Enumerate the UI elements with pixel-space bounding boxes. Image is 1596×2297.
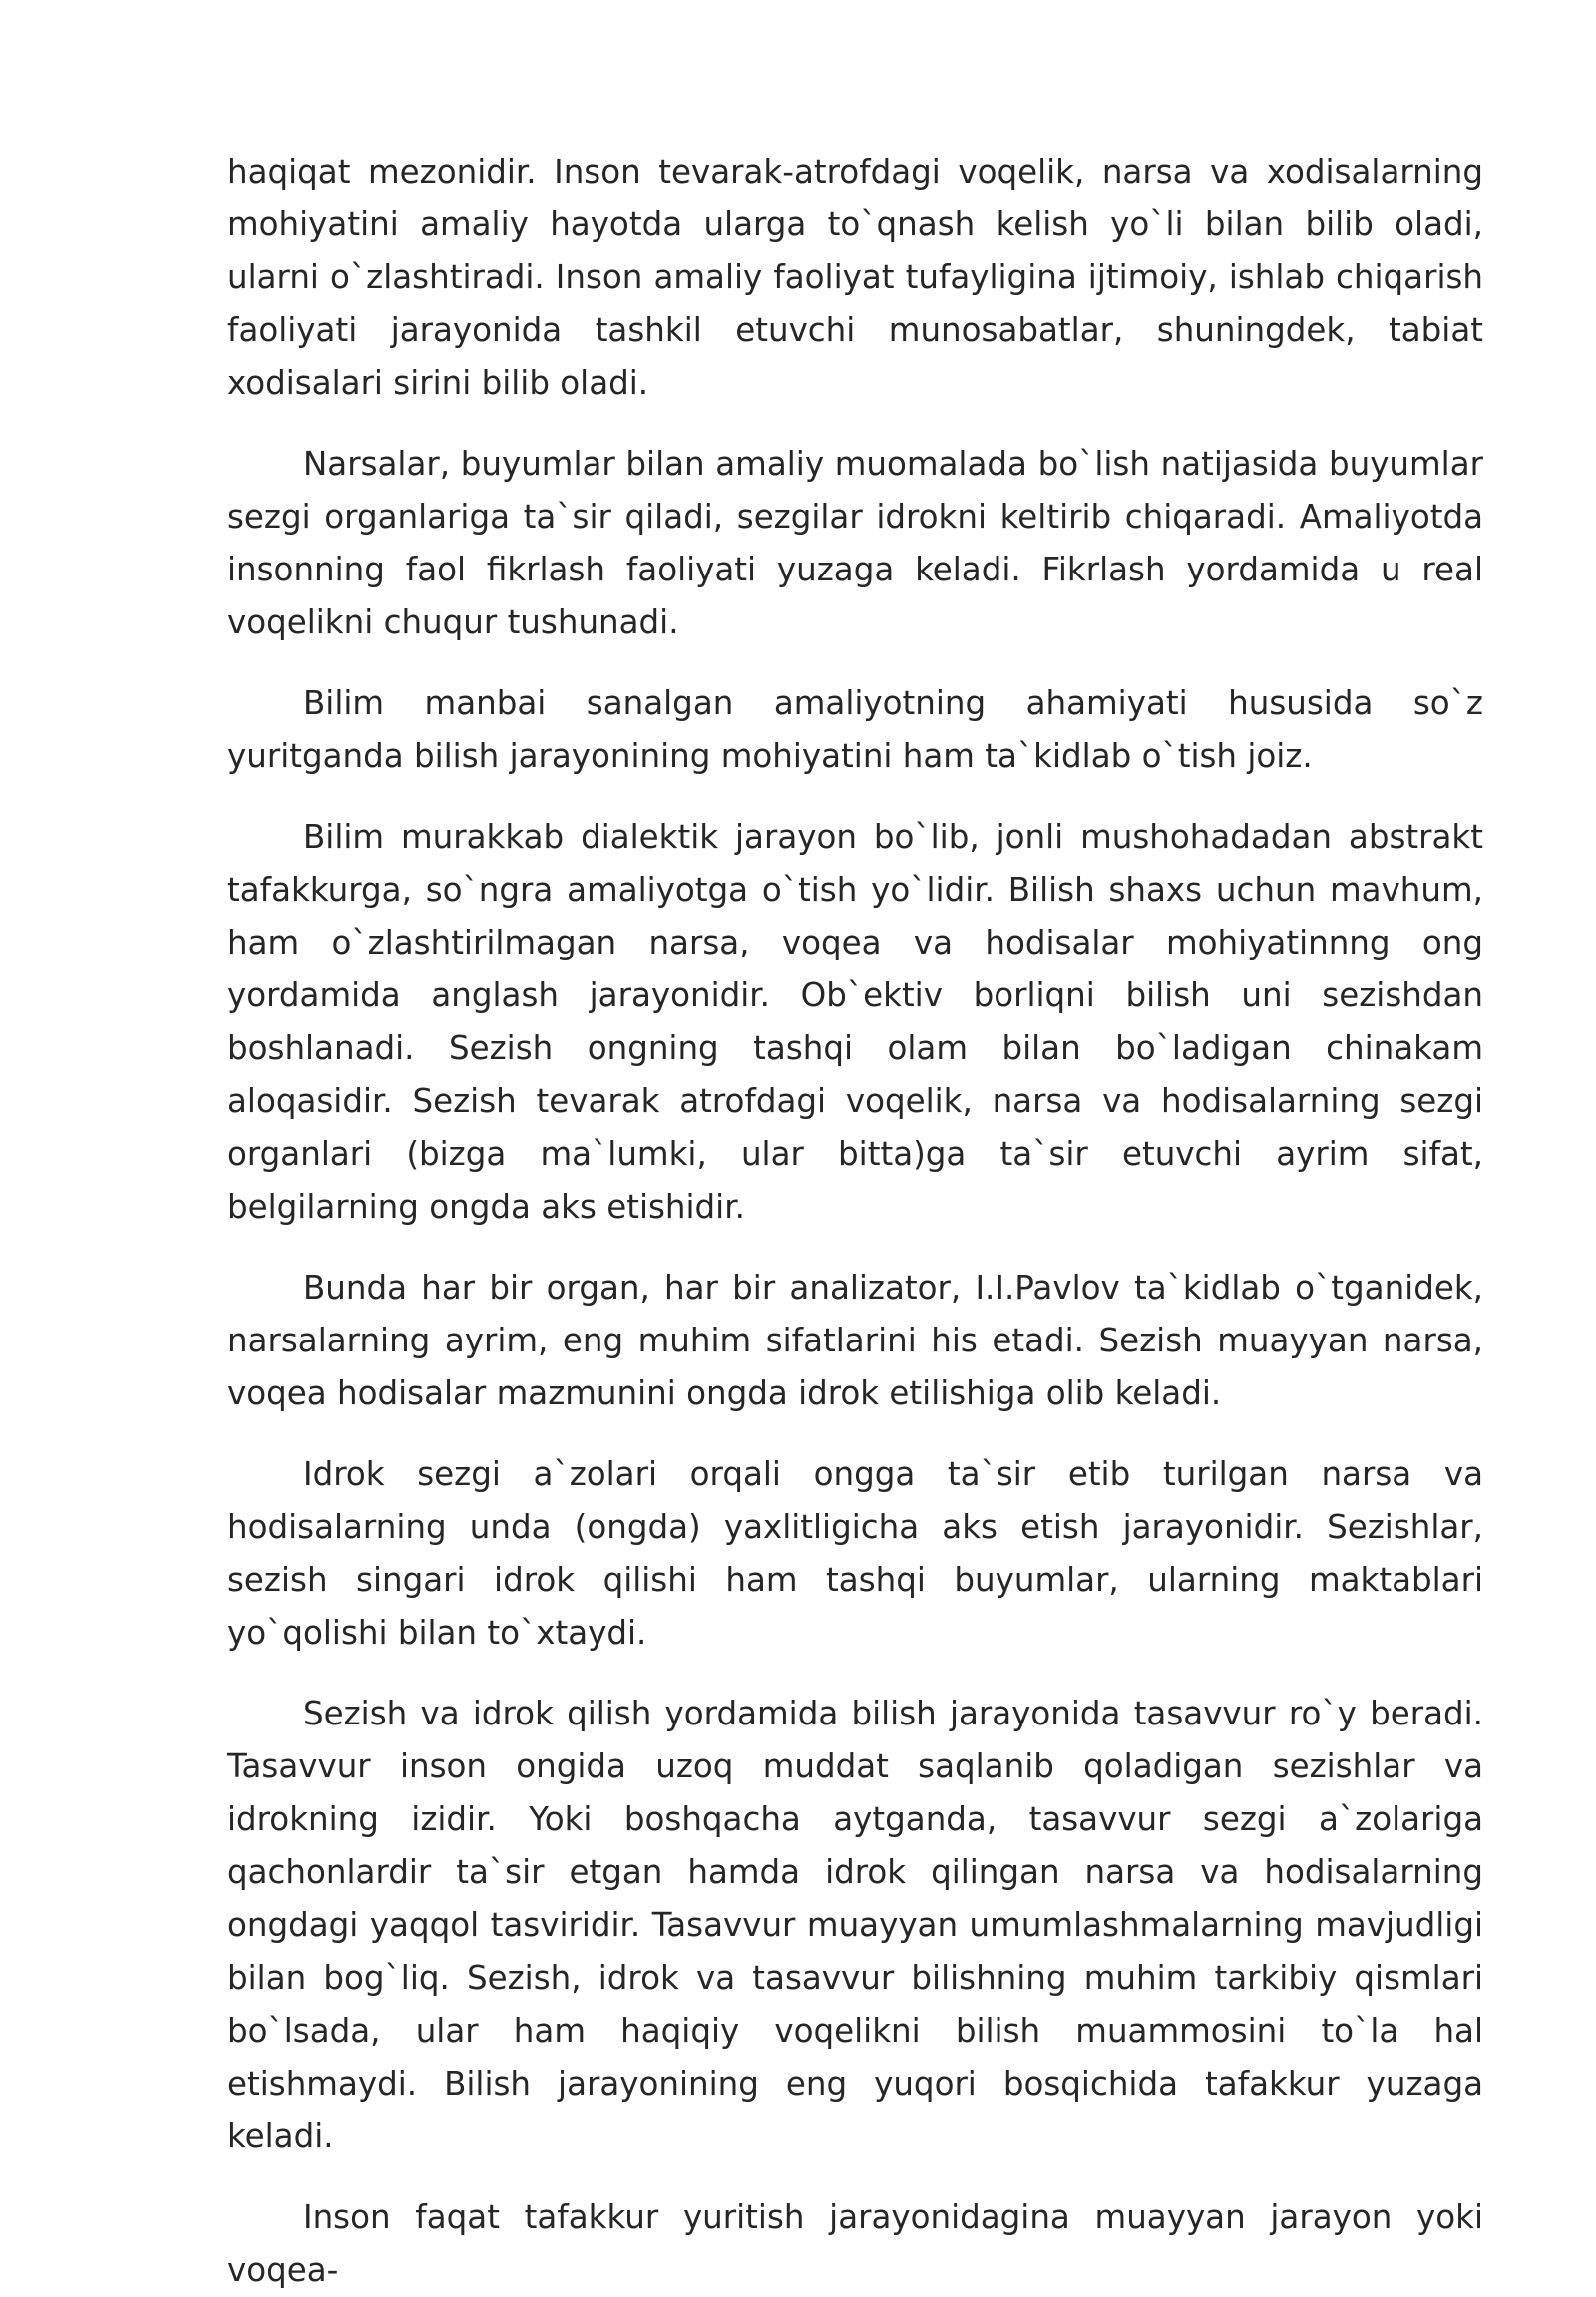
document-body [227, 146, 1483, 2297]
paragraph-3: Bilim manbai sanalgan amaliyotning ahamiyati hususida so`z yuritganda bilish jarayonining mohiyatini ham ta`kidlab o`tish joiz. [227, 684, 1483, 775]
paragraph-4: Bilim murakkab dialektik jarayon bo`lib, jonli mushohadadan abstrakt tafakkurga, so`ngra amaliyotga o`tish yo`lidir. Bilish shaxs uchun mavhum, ham o`zlashtirilmagan narsa, voqea va hodisalar mohiyatinnng ong yordamida anglash jarayonidir. Ob`ektiv borliqni bilish uni sezishdan boshlanadi. Sezish ongning tashqi olam bilan bo`ladigan chinakam aloqasidir. Sezish tevarak atrofdagi voqelik, narsa va hodisalarning sezgi organlari (bizga ma`lumki, ular bitta)ga ta`sir etuvchi ayrim sifat, belgilarning ongda aks etishidir. [227, 818, 1483, 1226]
paragraph-7: Sezish va idrok qilish yordamida bilish jarayonida tasavvur ro`y beradi. Tasavvur inson ongida uzoq muddat saqlanib qoladigan sezishlar va idrokning izidir. Yoki boshqacha aytganda, tasavvur sezgi a`zolariga qachonlardir ta`sir etgan hamda idrok qilingan narsa va hodisalarning ongdagi yaqqol tasviridir. Tasavvur muayyan umumlashmalarning mavjudligi bilan bog`liq. Sezish, idrok va tasavvur bilishning muhim tarkibiy qismlari bo`lsada, ular ham haqiqiy voqelikni bilish muammosini to`la hal etishmaydi. Bilish jarayonining eng yuqori bosqichida tafakkur yuzaga keladi. [227, 1695, 1483, 2155]
paragraph-1: haqiqat mezonidir. Inson tevarak-atrofdagi voqelik, narsa va xodisalarning mohiyatini amaliy hayotda ularga to`qnash kelish yo`li bilan bilib oladi, ularni o`zlashtiradi. Inson amaliy faoliyat tufayligina ijtimoiy, ishlab chiqarish faoliyati jarayonida tashkil etuvchi munosabatlar, shuningdek, tabiat xodisalari sirini bilib oladi. [227, 153, 1483, 402]
paragraph-2: Narsalar, buyumlar bilan amaliy muomalada bo`lish natijasida buyumlar sezgi organlariga ta`sir qiladi, sezgilar idrokni keltirib chiqaradi. Amaliyotda insonning faol fikrlash faoliyati yuzaga keladi. Fikrlash yordamida u real voqelikni chuqur tushunadi. [227, 445, 1483, 641]
paragraph-5: Bunda har bir organ, har bir analizator, I.I.Pavlov ta`kidlab o`tganidek, narsalarning ayrim, eng muhim sifatlarini his etadi. Sezish muayyan narsa, voqea hodisalar mazmunini ongda idrok etilishiga olib keladi. [227, 1269, 1483, 1412]
paragraph-8: Inson faqat tafakkur yuritish jarayonidagina muayyan jarayon yoki voqea- [227, 2198, 1483, 2289]
paragraph-6: Idrok sezgi a`zolari orqali ongga ta`sir etib turilgan narsa va hodisalarning unda (ongda) yaxlitligicha aks etish jarayonidir. Sezishlar, sezish singari idrok qilishi ham tashqi buyumlar, ularning maktablari yo`qolishi bilan to`xtaydi. [227, 1455, 1483, 1652]
